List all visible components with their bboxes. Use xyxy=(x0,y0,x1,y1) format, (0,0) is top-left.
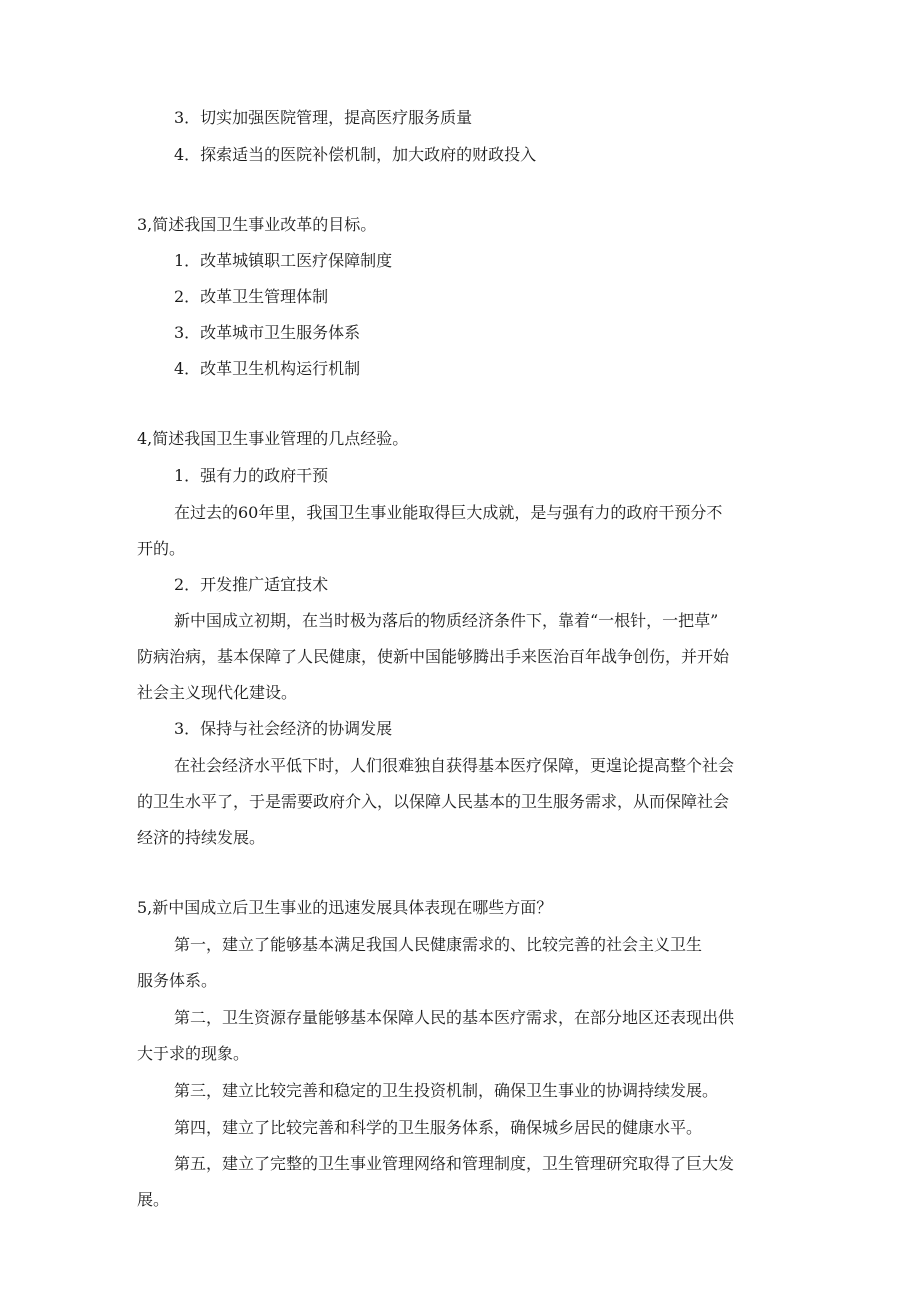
paragraph-line: 在过去的60年里，我国卫生事业能取得巨大成就，是与强有力的政府干预分不 xyxy=(174,503,723,522)
paragraph-line: 防病治病，基本保障了人民健康，使新中国能够腾出手来医治百年战争创伤，并开始 xyxy=(137,647,730,666)
question-heading: 3,简述我国卫生事业改革的目标。 xyxy=(137,215,377,234)
list-item: 2．改革卫生管理体制 xyxy=(174,287,329,306)
list-item: 3．保持与社会经济的协调发展 xyxy=(174,719,393,738)
paragraph-line: 第三，建立比较完善和稳定的卫生投资机制，确保卫生事业的协调持续发展。 xyxy=(174,1081,719,1100)
paragraph-line: 第四，建立了比较完善和科学的卫生服务体系，确保城乡居民的健康水平。 xyxy=(174,1118,703,1137)
list-item: 3．改革城市卫生服务体系 xyxy=(174,323,361,342)
paragraph-line: 经济的持续发展。 xyxy=(137,828,266,847)
question-heading: 5,新中国成立后卫生事业的迅速发展具体表现在哪些方面？ xyxy=(137,898,553,917)
question-heading: 4,简述我国卫生事业管理的几点经验。 xyxy=(137,429,409,448)
list-item: 4．探索适当的医院补偿机制，加大政府的财政投入 xyxy=(174,145,537,164)
paragraph-line: 第五，建立了完整的卫生事业管理网络和管理制度，卫生管理研究取得了巨大发 xyxy=(174,1154,735,1173)
list-item: 4．改革卫生机构运行机制 xyxy=(174,359,361,378)
list-item: 2．开发推广适宜技术 xyxy=(174,575,329,594)
paragraph-line: 第二，卫生资源存量能够基本保障人民的基本医疗需求，在部分地区还表现出供 xyxy=(174,1008,735,1027)
paragraph-line: 社会主义现代化建设。 xyxy=(137,683,298,702)
paragraph-line: 在社会经济水平低下时，人们很难独自获得基本医疗保障，更遑论提高整个社会 xyxy=(174,756,735,775)
paragraph-line: 开的。 xyxy=(137,539,186,558)
list-item: 1．强有力的政府干预 xyxy=(174,466,329,485)
paragraph-line: 的卫生水平了，于是需要政府介入，以保障人民基本的卫生服务需求，从而保障社会 xyxy=(137,792,730,811)
paragraph-line: 第一，建立了能够基本满足我国人民健康需求的、比较完善的社会主义卫生 xyxy=(174,935,703,954)
paragraph-line: 展。 xyxy=(137,1190,170,1209)
paragraph-line: 新中国成立初期，在当时极为落后的物质经济条件下，靠着“一根针，一把草” xyxy=(174,611,719,630)
list-item: 1．改革城镇职工医疗保障制度 xyxy=(174,251,393,270)
paragraph-line: 大于求的现象。 xyxy=(137,1044,250,1063)
list-item: 3．切实加强医院管理，提高医疗服务质量 xyxy=(174,108,473,127)
paragraph-line: 服务体系。 xyxy=(137,971,218,990)
